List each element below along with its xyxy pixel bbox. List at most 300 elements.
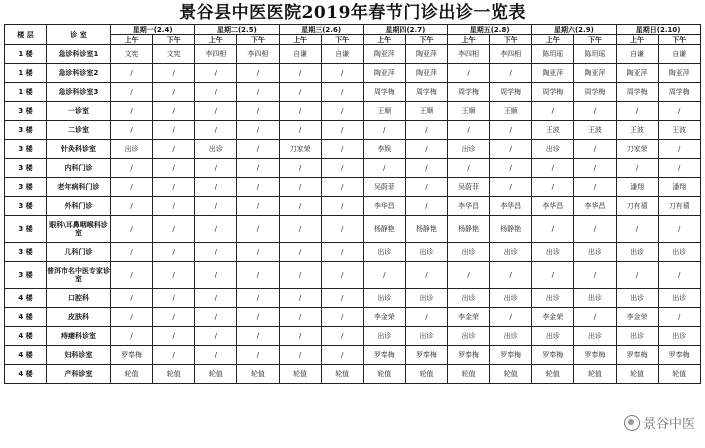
schedule-cell: 王波: [658, 121, 700, 140]
schedule-cell: /: [237, 346, 279, 365]
schedule-cell: 李华昌: [363, 197, 405, 216]
table-row: [5, 308, 701, 327]
schedule-cell: 周学梅: [490, 83, 532, 102]
schedule-cell: /: [237, 197, 279, 216]
schedule-cell: 李华昌: [574, 197, 616, 216]
schedule-cell: 轮值: [321, 365, 363, 384]
schedule-cell: 轮值: [532, 365, 574, 384]
schedule-cell: /: [490, 159, 532, 178]
schedule-cell: /: [237, 327, 279, 346]
schedule-cell: /: [195, 216, 237, 243]
schedule-cell: /: [153, 140, 195, 159]
table-row: [5, 102, 701, 121]
schedule-cell: 出诊: [363, 243, 405, 262]
schedule-cell: 吴蔚菲: [363, 178, 405, 197]
schedule-cell: 陶亚萍: [532, 64, 574, 83]
am-header: 上午: [279, 35, 321, 45]
schedule-cell: 出诊: [616, 327, 658, 346]
schedule-cell: /: [153, 289, 195, 308]
schedule-cell: /: [574, 102, 616, 121]
schedule-cell: /: [237, 83, 279, 102]
schedule-cell: /: [279, 243, 321, 262]
dept-cell: 内科门诊: [47, 159, 111, 178]
floor-cell: 3 楼: [5, 262, 47, 289]
schedule-cell: /: [658, 308, 700, 327]
floor-header: 楼 层: [5, 25, 47, 45]
schedule-cell: /: [111, 197, 153, 216]
schedule-cell: /: [363, 159, 405, 178]
schedule-cell: 陶亚萍: [363, 64, 405, 83]
schedule-cell: /: [405, 197, 447, 216]
schedule-cell: /: [490, 121, 532, 140]
schedule-cell: /: [111, 289, 153, 308]
schedule-cell: /: [153, 102, 195, 121]
schedule-cell: 出诊: [448, 289, 490, 308]
schedule-cell: 潘翔: [658, 178, 700, 197]
schedule-cell: /: [405, 121, 447, 140]
schedule-cell: 罗奉梅: [448, 346, 490, 365]
page-title: 景谷县中医医院2019年春节门诊出诊一览表: [179, 3, 526, 23]
schedule-cell: /: [153, 83, 195, 102]
dept-cell: 儿科门诊: [47, 243, 111, 262]
schedule-cell: /: [153, 346, 195, 365]
schedule-cell: /: [616, 262, 658, 289]
schedule-cell: /: [237, 102, 279, 121]
floor-cell: 4 楼: [5, 346, 47, 365]
schedule-cell: 自谦: [658, 45, 700, 64]
schedule-cell: 出诊: [574, 327, 616, 346]
schedule-cell: /: [616, 159, 658, 178]
schedule-cell: 罗奉梅: [111, 346, 153, 365]
schedule-cell: /: [658, 262, 700, 289]
floor-cell: 3 楼: [5, 121, 47, 140]
schedule-cell: /: [616, 102, 658, 121]
dept-cell: 妇科诊室: [47, 346, 111, 365]
schedule-cell: /: [237, 289, 279, 308]
schedule-cell: 李四相: [490, 45, 532, 64]
schedule-cell: /: [321, 289, 363, 308]
schedule-cell: 吴蔚菲: [448, 178, 490, 197]
schedule-cell: 罗奉梅: [490, 346, 532, 365]
schedule-cell: 罗奉梅: [616, 346, 658, 365]
schedule-cell: 李金荣: [616, 308, 658, 327]
schedule-cell: 刀家荣: [279, 140, 321, 159]
schedule-cell: /: [405, 178, 447, 197]
schedule-cell: /: [448, 262, 490, 289]
schedule-cell: 李四相: [195, 45, 237, 64]
schedule-cell: 周学梅: [448, 83, 490, 102]
schedule-cell: 出诊: [574, 243, 616, 262]
table-body: [5, 45, 701, 384]
schedule-cell: 出诊: [490, 243, 532, 262]
schedule-cell: 杨静艳: [405, 216, 447, 243]
schedule-cell: /: [195, 243, 237, 262]
schedule-cell: 李金荣: [532, 308, 574, 327]
schedule-cell: /: [321, 308, 363, 327]
dept-cell: 急诊科诊室2: [47, 64, 111, 83]
table-row: [5, 121, 701, 140]
schedule-cell: /: [195, 64, 237, 83]
schedule-cell: 李华昌: [490, 197, 532, 216]
schedule-cell: 罗奉梅: [658, 346, 700, 365]
schedule-cell: /: [153, 327, 195, 346]
day-header: 星期日(2.10): [616, 25, 700, 35]
schedule-table: [4, 24, 701, 384]
schedule-cell: /: [195, 308, 237, 327]
schedule-cell: /: [237, 243, 279, 262]
am-header: 上午: [195, 35, 237, 45]
schedule-cell: /: [574, 308, 616, 327]
schedule-cell: 出诊: [111, 140, 153, 159]
schedule-cell: /: [405, 262, 447, 289]
schedule-cell: 王顺: [448, 102, 490, 121]
schedule-cell: /: [321, 140, 363, 159]
schedule-cell: 轮值: [490, 365, 532, 384]
day-header: 星期六(2.9): [532, 25, 616, 35]
pm-header: 下午: [153, 35, 195, 45]
schedule-cell: 出诊: [448, 243, 490, 262]
schedule-cell: /: [111, 159, 153, 178]
pm-header: 下午: [237, 35, 279, 45]
schedule-cell: 周学梅: [363, 83, 405, 102]
dept-cell: 急诊科诊室1: [47, 45, 111, 64]
schedule-cell: 出诊: [658, 327, 700, 346]
schedule-cell: /: [490, 262, 532, 289]
schedule-cell: 自谦: [279, 45, 321, 64]
schedule-cell: 周学梅: [616, 83, 658, 102]
schedule-cell: 杨静艳: [490, 216, 532, 243]
schedule-cell: 刀有禧: [658, 197, 700, 216]
day-header: 星期三(2.6): [279, 25, 363, 35]
schedule-cell: 李华昌: [532, 197, 574, 216]
schedule-cell: /: [532, 102, 574, 121]
schedule-cell: /: [237, 262, 279, 289]
schedule-cell: 陶亚萍: [658, 64, 700, 83]
schedule-cell: 李四相: [237, 45, 279, 64]
schedule-cell: /: [279, 159, 321, 178]
dept-cell: 眼科\耳鼻咽喉科诊室: [47, 216, 111, 243]
schedule-cell: 轮值: [448, 365, 490, 384]
schedule-cell: 陈玥瑶: [574, 45, 616, 64]
schedule-cell: 杨静艳: [363, 216, 405, 243]
schedule-cell: 陶亚萍: [405, 64, 447, 83]
schedule-cell: 文宪: [153, 45, 195, 64]
schedule-cell: /: [490, 178, 532, 197]
schedule-cell: /: [574, 178, 616, 197]
schedule-cell: /: [195, 178, 237, 197]
pm-header: 下午: [490, 35, 532, 45]
schedule-cell: /: [321, 346, 363, 365]
schedule-cell: 陶亚萍: [616, 64, 658, 83]
day-header: 星期五(2.8): [448, 25, 532, 35]
schedule-cell: 出诊: [532, 243, 574, 262]
day-header: 星期四(2.7): [363, 25, 447, 35]
pm-header: 下午: [658, 35, 700, 45]
schedule-cell: /: [279, 102, 321, 121]
schedule-cell: /: [279, 121, 321, 140]
schedule-cell: 出诊: [363, 289, 405, 308]
schedule-cell: 出诊: [616, 289, 658, 308]
schedule-cell: 出诊: [574, 289, 616, 308]
schedule-cell: 出诊: [405, 327, 447, 346]
schedule-cell: /: [448, 121, 490, 140]
schedule-cell: 自谦: [321, 45, 363, 64]
schedule-cell: /: [490, 140, 532, 159]
schedule-cell: /: [195, 262, 237, 289]
schedule-cell: /: [279, 83, 321, 102]
schedule-cell: 罗奉梅: [532, 346, 574, 365]
schedule-cell: /: [616, 216, 658, 243]
dept-cell: 口腔科: [47, 289, 111, 308]
dept-cell: 二诊室: [47, 121, 111, 140]
pm-header: 下午: [405, 35, 447, 45]
table-row: [5, 45, 701, 64]
schedule-cell: 轮值: [574, 365, 616, 384]
schedule-cell: /: [321, 262, 363, 289]
schedule-cell: /: [111, 327, 153, 346]
schedule-cell: 罗奉梅: [574, 346, 616, 365]
wechat-account-icon: [624, 415, 640, 431]
schedule-cell: /: [111, 262, 153, 289]
schedule-cell: 出诊: [405, 289, 447, 308]
schedule-cell: /: [237, 216, 279, 243]
schedule-cell: 轮值: [616, 365, 658, 384]
am-header: 上午: [616, 35, 658, 45]
schedule-cell: 出诊: [616, 243, 658, 262]
schedule-cell: /: [237, 64, 279, 83]
schedule-cell: /: [574, 159, 616, 178]
schedule-cell: 周学梅: [405, 83, 447, 102]
schedule-cell: 李娱: [363, 140, 405, 159]
schedule-cell: 轮值: [658, 365, 700, 384]
schedule-cell: 周学梅: [574, 83, 616, 102]
schedule-cell: 陶亚萍: [363, 45, 405, 64]
floor-cell: 3 楼: [5, 140, 47, 159]
schedule-cell: /: [195, 121, 237, 140]
schedule-cell: 王顺: [363, 102, 405, 121]
schedule-cell: /: [658, 140, 700, 159]
schedule-cell: /: [321, 159, 363, 178]
schedule-cell: /: [658, 159, 700, 178]
day-header: 星期二(2.5): [195, 25, 279, 35]
schedule-cell: /: [321, 64, 363, 83]
schedule-cell: 轮值: [405, 365, 447, 384]
schedule-cell: /: [153, 121, 195, 140]
schedule-cell: /: [111, 102, 153, 121]
schedule-cell: 刀家荣: [616, 140, 658, 159]
schedule-cell: /: [405, 308, 447, 327]
schedule-cell: /: [321, 102, 363, 121]
schedule-cell: 出诊: [448, 140, 490, 159]
schedule-cell: 轮值: [237, 365, 279, 384]
floor-cell: 1 楼: [5, 64, 47, 83]
floor-cell: 3 楼: [5, 102, 47, 121]
schedule-cell: 出诊: [195, 140, 237, 159]
schedule-cell: /: [321, 83, 363, 102]
pm-header: 下午: [574, 35, 616, 45]
dept-cell: 急诊科诊室3: [47, 83, 111, 102]
schedule-cell: /: [490, 308, 532, 327]
floor-cell: 3 楼: [5, 197, 47, 216]
schedule-cell: 杨静艳: [448, 216, 490, 243]
dept-cell: 普洱市名中医专家诊室: [47, 262, 111, 289]
schedule-cell: /: [153, 243, 195, 262]
dept-cell: 针灸科诊室: [47, 140, 111, 159]
schedule-cell: /: [195, 197, 237, 216]
schedule-cell: /: [279, 197, 321, 216]
schedule-cell: /: [153, 197, 195, 216]
schedule-cell: /: [195, 327, 237, 346]
schedule-cell: /: [111, 64, 153, 83]
schedule-cell: 出诊: [490, 327, 532, 346]
schedule-cell: 出诊: [532, 140, 574, 159]
am-header: 上午: [363, 35, 405, 45]
schedule-cell: /: [321, 121, 363, 140]
schedule-cell: /: [195, 346, 237, 365]
watermark-text: 景谷中医: [642, 417, 695, 432]
schedule-cell: /: [321, 243, 363, 262]
schedule-cell: /: [532, 216, 574, 243]
schedule-cell: /: [111, 216, 153, 243]
am-header: 上午: [448, 35, 490, 45]
table-row: [5, 365, 701, 384]
schedule-cell: /: [658, 102, 700, 121]
schedule-cell: /: [111, 121, 153, 140]
floor-cell: 4 楼: [5, 365, 47, 384]
schedule-cell: /: [532, 262, 574, 289]
schedule-cell: /: [532, 159, 574, 178]
schedule-cell: /: [237, 308, 279, 327]
schedule-cell: /: [195, 289, 237, 308]
floor-cell: 4 楼: [5, 289, 47, 308]
schedule-cell: /: [574, 216, 616, 243]
schedule-cell: 刀有禧: [616, 197, 658, 216]
schedule-cell: /: [321, 197, 363, 216]
schedule-cell: 李金荣: [448, 308, 490, 327]
schedule-cell: /: [153, 262, 195, 289]
pm-header: 下午: [321, 35, 363, 45]
dept-cell: 一诊室: [47, 102, 111, 121]
schedule-cell: /: [279, 178, 321, 197]
floor-cell: 1 楼: [5, 45, 47, 64]
schedule-cell: 罗奉梅: [363, 346, 405, 365]
schedule-cell: /: [448, 64, 490, 83]
schedule-cell: /: [195, 83, 237, 102]
table-row: [5, 216, 701, 243]
schedule-cell: 陶亚萍: [405, 45, 447, 64]
schedule-cell: 王波: [574, 121, 616, 140]
schedule-cell: /: [237, 159, 279, 178]
floor-cell: 3 楼: [5, 159, 47, 178]
schedule-cell: /: [153, 178, 195, 197]
table-row: [5, 64, 701, 83]
schedule-cell: /: [321, 327, 363, 346]
am-header: 上午: [532, 35, 574, 45]
schedule-cell: /: [363, 121, 405, 140]
floor-cell: 3 楼: [5, 178, 47, 197]
dept-cell: 产科诊室: [47, 365, 111, 384]
schedule-cell: /: [279, 289, 321, 308]
schedule-cell: 周学梅: [658, 83, 700, 102]
schedule-cell: 李四相: [448, 45, 490, 64]
schedule-cell: /: [279, 262, 321, 289]
table-row: [5, 262, 701, 289]
schedule-cell: /: [405, 140, 447, 159]
schedule-cell: 罗奉梅: [405, 346, 447, 365]
schedule-cell: /: [111, 308, 153, 327]
schedule-cell: /: [448, 159, 490, 178]
schedule-cell: /: [279, 346, 321, 365]
schedule-cell: /: [363, 262, 405, 289]
schedule-cell: /: [321, 216, 363, 243]
table-row: [5, 197, 701, 216]
floor-cell: 4 楼: [5, 327, 47, 346]
schedule-cell: 轮值: [111, 365, 153, 384]
schedule-cell: /: [195, 159, 237, 178]
schedule-cell: 出诊: [448, 327, 490, 346]
schedule-cell: /: [153, 159, 195, 178]
schedule-cell: /: [237, 178, 279, 197]
dept-header: 诊 室: [47, 25, 111, 45]
schedule-cell: 李金荣: [363, 308, 405, 327]
schedule-cell: 轮值: [195, 365, 237, 384]
schedule-cell: /: [153, 64, 195, 83]
schedule-cell: /: [532, 178, 574, 197]
schedule-cell: /: [321, 178, 363, 197]
schedule-cell: 出诊: [532, 289, 574, 308]
schedule-cell: /: [279, 308, 321, 327]
schedule-cell: /: [490, 64, 532, 83]
schedule-cell: 文宪: [111, 45, 153, 64]
table-row: [5, 178, 701, 197]
schedule-cell: 潘翔: [616, 178, 658, 197]
schedule-cell: 轮值: [279, 365, 321, 384]
schedule-cell: 出诊: [658, 243, 700, 262]
schedule-cell: /: [279, 64, 321, 83]
schedule-cell: 李华昌: [448, 197, 490, 216]
schedule-cell: 王顺: [490, 102, 532, 121]
schedule-cell: 周学梅: [532, 83, 574, 102]
watermark: [624, 413, 695, 432]
table-row: [5, 327, 701, 346]
schedule-cell: /: [153, 216, 195, 243]
schedule-cell: 自谦: [616, 45, 658, 64]
table-row: [5, 289, 701, 308]
schedule-cell: /: [574, 262, 616, 289]
table-row: [5, 140, 701, 159]
table-row: [5, 159, 701, 178]
dept-cell: 外科门诊: [47, 197, 111, 216]
schedule-cell: 王顺: [405, 102, 447, 121]
schedule-cell: 轮值: [363, 365, 405, 384]
table-row: [5, 346, 701, 365]
schedule-cell: /: [195, 102, 237, 121]
dept-cell: 痔瘘科诊室: [47, 327, 111, 346]
table-row: [5, 243, 701, 262]
dept-cell: 老年病科门诊: [47, 178, 111, 197]
schedule-cell: /: [237, 140, 279, 159]
schedule-cell: /: [111, 83, 153, 102]
schedule-cell: 出诊: [532, 327, 574, 346]
schedule-cell: /: [279, 327, 321, 346]
table-row: [5, 83, 701, 102]
schedule-cell: /: [237, 121, 279, 140]
schedule-cell: /: [279, 216, 321, 243]
floor-cell: 4 楼: [5, 308, 47, 327]
schedule-cell: /: [111, 178, 153, 197]
schedule-cell: /: [574, 140, 616, 159]
am-header: 上午: [111, 35, 153, 45]
